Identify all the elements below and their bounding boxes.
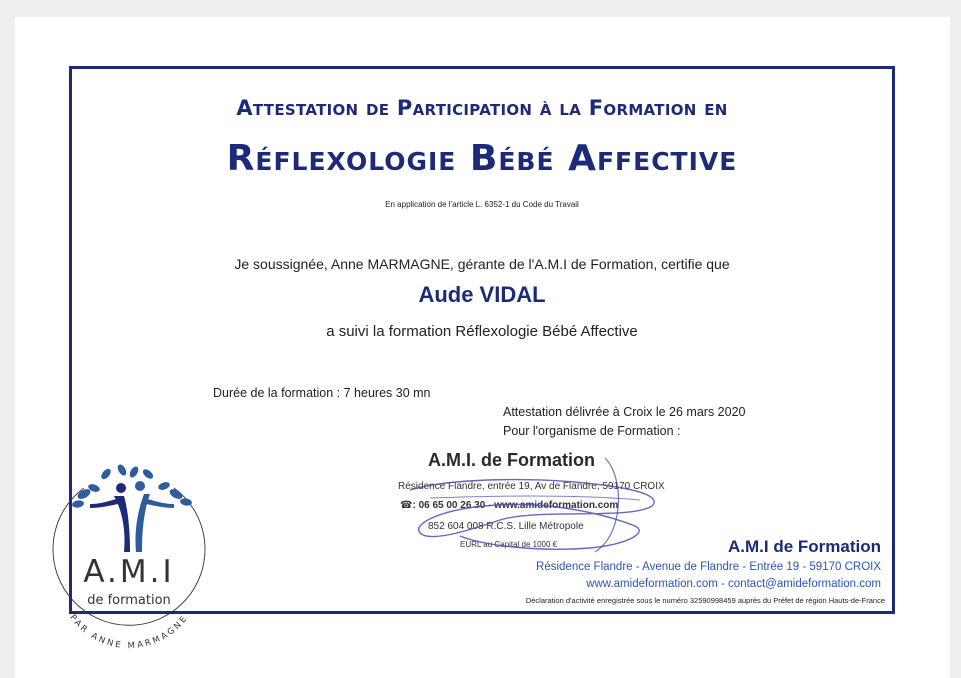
- legal-reference: En application de l'article L. 6352-1 du Code du Travail: [385, 200, 579, 209]
- training-title: Réflexologie Bébé Affective: [226, 138, 738, 179]
- for-organisation-label: Pour l'organisme de Formation :: [503, 424, 681, 438]
- footer-web-contact: www.amideformation.com - contact@amideformation.com: [586, 578, 881, 590]
- logo-arc-text: PAR ANNE MARMAGNE: [67, 612, 191, 652]
- svg-text:PAR ANNE MARMAGNE: [67, 613, 190, 651]
- certify-statement: Je soussignée, Anne MARMAGNE, gérante de l'A.M.I de Formation, certifie que: [234, 256, 730, 272]
- certificate-title: Attestation de Participation à la Formation en: [236, 96, 728, 120]
- stamp-address: Résidence Flandre, entrée 19, Av de Flandre, 59170 CROIX: [398, 481, 665, 492]
- handwritten-signature: [390, 448, 680, 558]
- logo-main-text: A.M.I: [83, 554, 175, 590]
- followed-statement: a suivi la formation Réflexologie Bébé Affective: [326, 323, 638, 340]
- footer-address: Résidence Flandre - Avenue de Flandre - Entrée 19 - 59170 CROIX: [536, 561, 881, 573]
- footer-org-name: A.M.I de Formation: [728, 537, 881, 556]
- stamp-rcs: 852 604 008 R.C.S. Lille Métropole: [428, 521, 584, 532]
- delivery-date: Attestation délivrée à Croix le 26 mars 2020: [503, 405, 746, 419]
- stamp-name: A.M.I. de Formation: [428, 450, 596, 470]
- training-duration: Durée de la formation : 7 heures 30 mn: [213, 386, 431, 400]
- stamp-phone-web: ☎: 06 65 00 26 30 - www.amideformation.com: [400, 500, 619, 511]
- participant-name: Aude VIDAL: [418, 282, 546, 307]
- ami-logo: [44, 460, 214, 660]
- tree-people-icon: [71, 463, 192, 552]
- stamp-capital: EURL au Capital de 1000 €: [460, 540, 558, 549]
- logo-sub-text: de formation: [87, 593, 171, 608]
- footer-declaration: Déclaration d'activité enregistrée sous le numéro 32590998459 auprès du Préfet de région Hauts-de-France: [525, 596, 885, 605]
